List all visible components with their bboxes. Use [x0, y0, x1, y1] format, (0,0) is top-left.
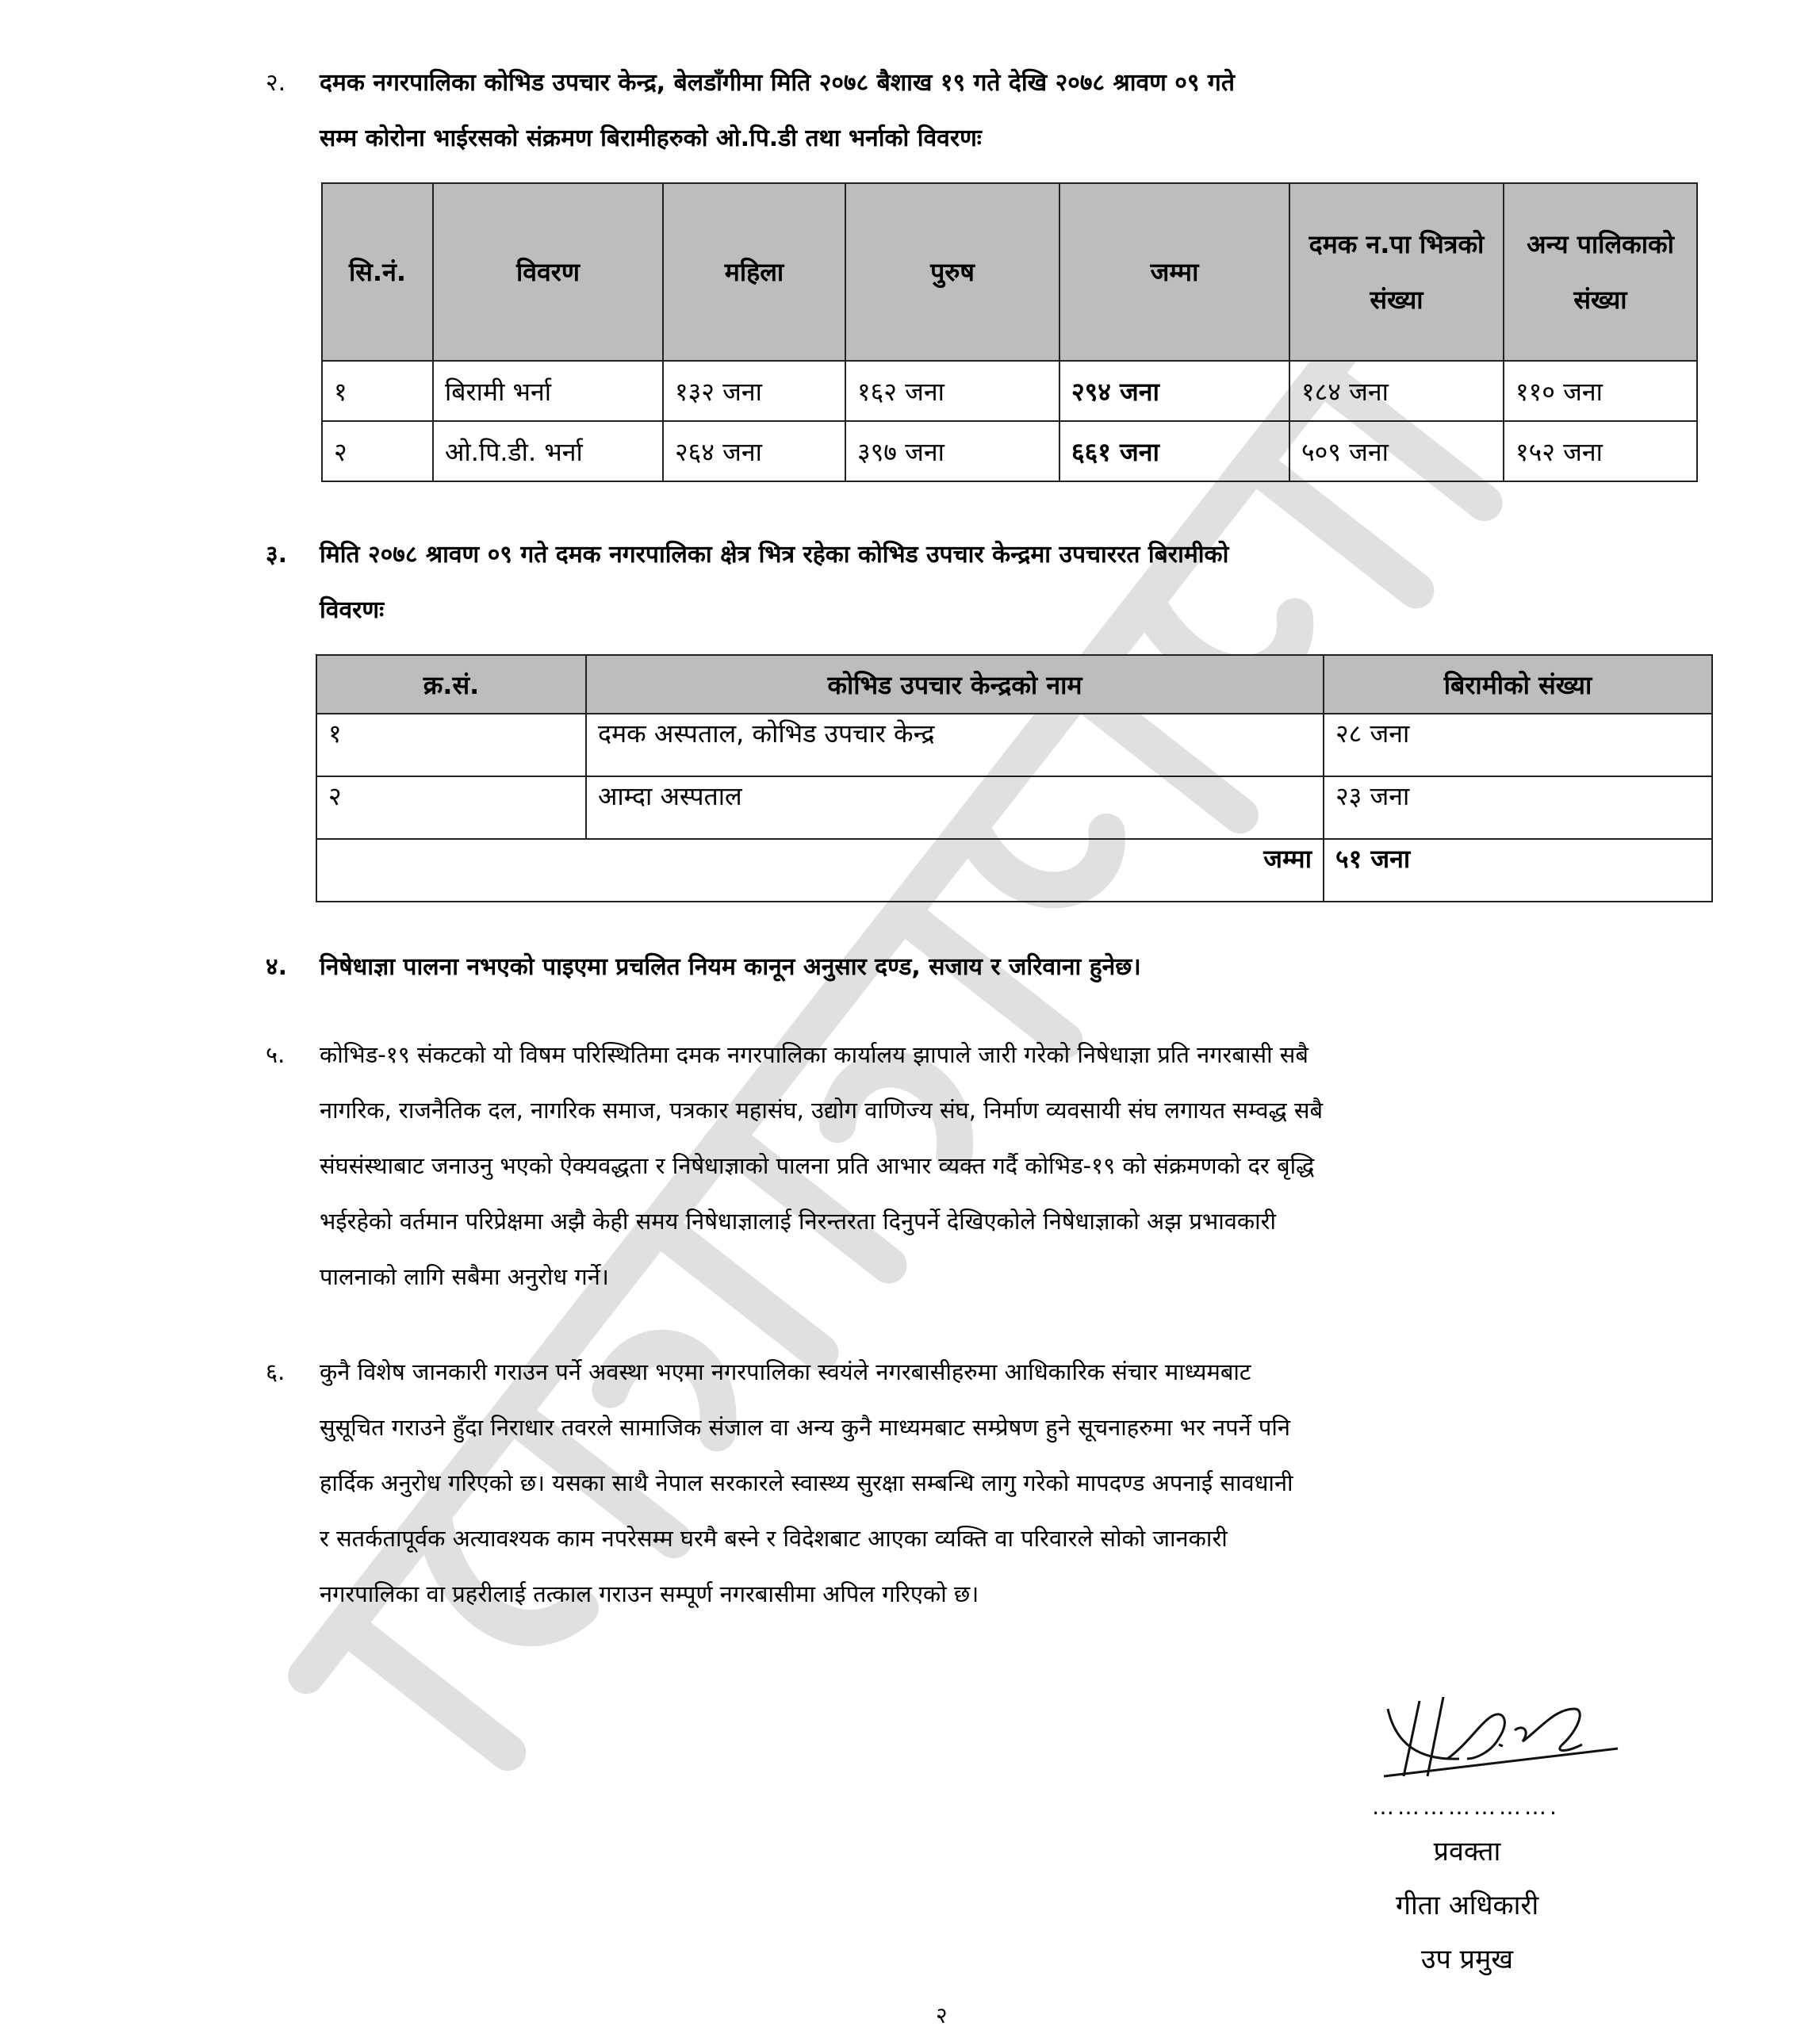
table-row [316, 714, 1712, 776]
cell-serial: १ [316, 714, 586, 776]
cell-description: बिरामी भर्ना [433, 361, 663, 421]
total-label: जम्मा [316, 839, 1324, 902]
cell-patient-count: २३ जना [1324, 776, 1712, 839]
paragraph-line: हार्दिक अनुरोध गरिएको छ। यसका साथै नेपाल सरकारले स्वास्थ्य सुरक्षा सम्बन्धि लागु गरेको मापदण्ड अपनाई सावधानी [320, 1469, 1293, 1496]
paragraph-line: सुसूचित गराउने हुँदा निराधार तवरले सामाजिक संजाल वा अन्य कुनै माध्यमबाट सम्प्रेषण हुने सूचनाहरुमा भर नपर्ने पनि [320, 1414, 1291, 1441]
section-6-paragraph [266, 1344, 1685, 1622]
paragraph-line: नागरिक, राजनैतिक दल, नागरिक समाज, पत्रकार महासंघ, उद्योग वाणिज्य संघ, निर्माण व्यवसायी संघ लगायत सम्वद्ध सबै [320, 1097, 1324, 1124]
cell-female: १३२ जना [663, 361, 845, 421]
table-row [322, 361, 1697, 421]
section-3-heading [266, 527, 1685, 638]
section-number: २. [266, 69, 286, 97]
handwritten-signature [1372, 1689, 1634, 1792]
table-row [316, 776, 1712, 839]
cell-centre-name: आम्दा अस्पताल [586, 776, 1324, 839]
header-damak-count: दमक न.पा भित्रको संख्या [1289, 183, 1504, 361]
paragraph-line: कुनै विशेष जानकारी गराउन पर्ने अवस्था भएमा नगरपालिका स्वयंले नगरबासीहरुमा आधिकारिक संचार माध्यमबाट [320, 1358, 1251, 1385]
opd-admission-table [321, 182, 1698, 482]
cell-other-count: १५२ जना [1504, 421, 1697, 481]
header-serial: सि.नं. [322, 183, 433, 361]
signature-dotted-line: …………………. [1372, 1794, 1560, 1820]
signatory-name: गीता अधिकारी [1395, 1890, 1539, 1921]
heading-line: विवरणः [320, 596, 385, 624]
heading-line: सम्म कोरोना भाईरसको संक्रमण बिरामीहरुको ओ.पि.डी तथा भर्नाको विवरणः [320, 124, 982, 152]
paragraph-line: र सतर्कतापूर्वक अत्यावश्यक काम नपरेसम्म घरमै बस्ने र विदेशबाट आएका व्यक्ति वा परिवारले सोको जानकारी [320, 1525, 1228, 1552]
cell-total: २९४ जना [1059, 361, 1289, 421]
treatment-centre-table [316, 654, 1713, 902]
table-total-row [316, 839, 1712, 902]
header-centre-name: कोभिड उपचार केन्द्रको नाम [586, 655, 1324, 714]
header-total: जम्मा [1059, 183, 1289, 361]
cell-other-count: ११० जना [1504, 361, 1697, 421]
cell-serial: १ [322, 361, 433, 421]
cell-damak-count: ५०९ जना [1289, 421, 1504, 481]
header-patient-count: बिरामीको संख्या [1324, 655, 1712, 714]
cell-male: ३९७ जना [845, 421, 1059, 481]
heading-line: मिति २०७८ श्रावण ०९ गते दमक नगरपालिका क्षेत्र भित्र रहेका कोभिड उपचार केन्द्रमा उपचाररत बिरामीको [320, 541, 1229, 569]
cell-description: ओ.पि.डी. भर्ना [433, 421, 663, 481]
section-4-text: निषेधाज्ञा पालना नभएको पाइएमा प्रचलित नियम कानून अनुसार दण्ड, सजाय र जरिवाना हुनेछ। [320, 953, 1141, 981]
section-number: ५. [266, 1041, 285, 1068]
cell-serial: २ [322, 421, 433, 481]
paragraph-line: नगरपालिका वा प्रहरीलाई तत्काल गराउन सम्पूर्ण नगरबासीमा अपिल गरिएको छ। [320, 1580, 979, 1607]
cell-male: १६२ जना [845, 361, 1059, 421]
table-row [322, 421, 1697, 481]
cell-patient-count: २८ जना [1324, 714, 1712, 776]
section-5-paragraph [266, 1027, 1685, 1304]
section-number: ६. [266, 1358, 285, 1385]
section-number: ३. [266, 541, 287, 569]
total-value: ५१ जना [1324, 839, 1712, 902]
paragraph-line: संघसंस्थाबाट जनाउनु भएको ऐक्यवद्धता र निषेधाज्ञाको पालना प्रति आभार व्यक्त गर्दै कोभिड-१९ को संक्रमणको दर बृद्धि [320, 1152, 1315, 1179]
paragraph-line: भईरहेको वर्तमान परिप्रेक्षमा अझै केही समय निषेधाज्ञालाई निरन्तरता दिनुपर्ने देखिएकोले निषेधाज्ञाको अझ प्रभावकारी [320, 1208, 1277, 1235]
cell-damak-count: १८४ जना [1289, 361, 1504, 421]
header-male: पुरुष [845, 183, 1059, 361]
cell-total: ६६१ जना [1059, 421, 1289, 481]
header-serial: क्र.सं. [316, 655, 586, 714]
header-female: महिला [663, 183, 845, 361]
header-description: विवरण [433, 183, 663, 361]
page-number: २ [936, 2002, 948, 2028]
section-4-heading [266, 940, 1685, 995]
cell-female: २६४ जना [663, 421, 845, 481]
table-header-row [322, 183, 1697, 361]
signatory-role: प्रवक्ता [1433, 1836, 1501, 1867]
header-other-count: अन्य पालिकाको संख्या [1504, 183, 1697, 361]
section-2-heading [266, 56, 1685, 167]
paragraph-line: कोभिड-१९ संकटको यो विषम परिस्थितिमा दमक नगरपालिका कार्यालय झापाले जारी गरेको निषेधाज्ञा प्रति नगरबासी सबै [320, 1041, 1308, 1068]
paragraph-line: पालनाको लागि सबैमा अनुरोध गर्ने। [320, 1263, 609, 1290]
signatory-position: उप प्रमुख [1420, 1944, 1514, 1975]
heading-line: दमक नगरपालिका कोभिड उपचार केन्द्र, बेलडाँगीमा मिति २०७८ बैशाख १९ गते देखि २०७८ श्रावण ०९ गते [320, 69, 1235, 97]
table-header-row [316, 655, 1712, 714]
section-number: ४. [266, 953, 287, 981]
cell-centre-name: दमक अस्पताल, कोभिड उपचार केन्द्र [586, 714, 1324, 776]
cell-serial: २ [316, 776, 586, 839]
